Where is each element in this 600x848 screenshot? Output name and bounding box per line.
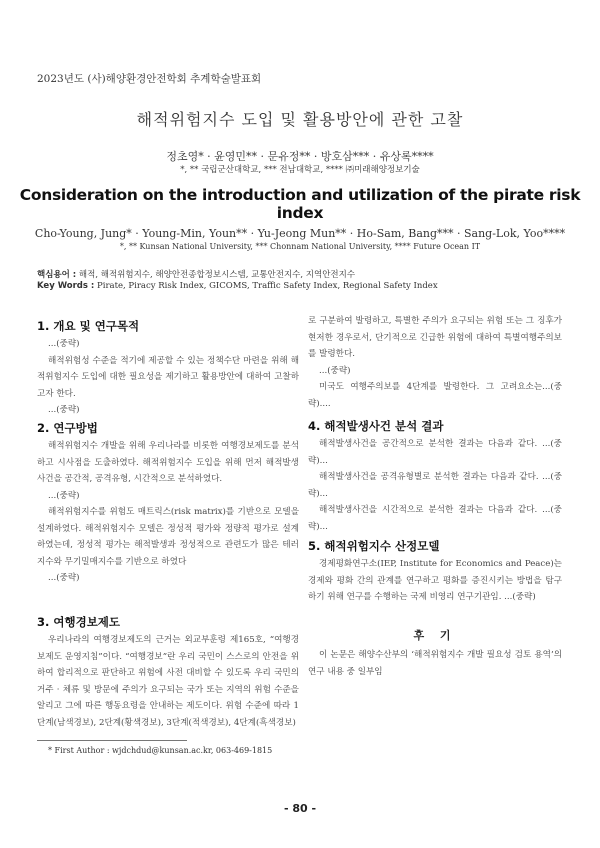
keywords-korean [37, 268, 355, 280]
section-1 [37, 318, 299, 419]
section-2-para: ...(중략) [48, 490, 80, 501]
affiliations-english: *, ** Kunsan National University, *** Chonnam National University, **** Future Ocean IT [119, 242, 481, 251]
section-2-para: ...(중략) [48, 573, 80, 583]
section-4-para: 해적발생사건을 공간적으로 분석한 결과는 다음과 같다. ...(중략)... [308, 439, 562, 466]
page-number: - 80 - [283, 802, 317, 815]
keywords-korean-text: 해적, 해적위험지수, 해양안전종합정보시스템, 교통안전지수, 지역안전지수 [78, 270, 356, 280]
section-5 [308, 538, 562, 606]
conference-header: 2023년도 (사)해양환경안전학회 추계학술발표회 [37, 73, 262, 85]
section-1-para: ...(중략) [48, 339, 80, 349]
keywords-english-text: Pirate, Piracy Risk Index, GICOMS, Traffic Safety Index, Regional Safety Index [97, 281, 438, 291]
section-1-heading: 1. 개요 및 연구목적 [37, 319, 140, 333]
authors-korean: 정초영* · 윤영민** · 문유정** · 방호삼*** · 유상록**** [166, 150, 434, 163]
section-5-para: 경제평화연구소(IEP, Institute for Economics and Peace)는 경제와 평화 간의 관계를 연구하고 평화를 증진시키는 방법을 탐구하기 위해 연구를 수행하는 국제 비영리 연구기관임. ...(중략) [308, 559, 562, 602]
section-4-heading: 4. 해적발생사건 분석 결과 [308, 419, 444, 433]
keywords-korean-label: 핵심용어 : [37, 270, 77, 280]
section-3-para: 우리나라의 여행경보제도의 근거는 외교부훈령 제165호, “여행경보제도 운영지침”이다. “여행경보”란 우리 국민이 스스로의 안전을 위하여 합리적으로 판단하고 위험에 사전 대비할 수 있도록 우리 국민의 거주 · 체류 및 방문에 주의가 요구되는 국가 또는 지역의 위험 수준을 알리고 그에 따른 행동요령을 안내하는 제도이다. 위험 수준에 따라 1단계(남색경보), 2단계(황색경보), 3단계(적색경보), 4단계(흑색경보) [37, 635, 299, 728]
affiliations-korean: *, ** 국립군산대학교, *** 전남대학교, **** ㈜미래해양정보기술 [180, 165, 420, 175]
section-2-para: 해적위험지수 개발을 위해 우리나라를 비롯한 여행경보제도를 분석하고 시사점을 도출하였다. 해적위험지수 도입을 위해 먼저 해적발생사건을 공간적, 공격유형, 시간적으로 분석하였다. [37, 441, 299, 484]
section-3-para: 로 구분하여 발령하고, 특별한 주의가 요구되는 위험 또는 그 징후가 현저한 경우로서, 단기적으로 긴급한 위험에 대하여 특별여행주의보를 발령한다. [308, 316, 562, 359]
section-2-para: 해적위험지수를 위험도 매트릭스(risk matrix)를 기반으로 모델을 설계하였다. 해적위험지수 모델은 정성적 평가와 정량적 평가로 설계하였는데, 정성적 평가는 해적발생과 정성적으로 관련도가 많은 테러지수와 무기밀매지수를 기반으로 하였다 [37, 507, 299, 567]
section-3 [37, 614, 299, 731]
title-english: Consideration on the introduction and utilization of the pirate risk index [19, 186, 581, 222]
footnote-divider [37, 740, 187, 741]
keywords-english [37, 281, 438, 291]
section-3-continued [308, 313, 562, 412]
section-4-para: 해적발생사건을 시간적으로 분석한 결과는 다음과 같다. ...(중략)... [308, 505, 562, 532]
section-4 [308, 418, 562, 535]
section-4-para: 해적발생사건을 공격유형별로 분석한 결과는 다음과 같다. ...(중략)... [308, 472, 562, 499]
section-2 [37, 420, 299, 587]
section-3-heading: 3. 여행경보제도 [37, 615, 121, 629]
acknowledgement [308, 627, 562, 680]
section-1-para: ...(중략) [48, 405, 80, 415]
authors-english: Cho-Young, Jung* · Young-Min, Youn** · Yu-Jeong Mun** · Ho-Sam, Bang*** · Sang-Lok, Yoo**** [34, 227, 566, 240]
keywords-english-label: Key Words : [37, 281, 95, 291]
section-1-para: 해적위험성 수준을 적기에 제공할 수 있는 정책수단 마련을 위해 해적위험지수 도입에 대한 필요성을 제기하고 활용방안에 대하여 고찰하고자 한다. [37, 355, 299, 399]
footnote: * First Author : wjdchdud@kunsan.ac.kr, 063-469-1815 [48, 746, 273, 755]
section-5-heading: 5. 해적위험지수 산정모델 [308, 539, 440, 553]
acknowledgement-heading: 후 기 [413, 629, 457, 642]
section-2-heading: 2. 연구방법 [37, 421, 98, 435]
section-3-para: ...(중략) [319, 365, 351, 376]
section-3-para: 미국도 여행주의보를 4단계를 발령한다. 그 고려요소는...(중략).... [308, 382, 562, 409]
title-korean: 해적위험지수 도입 및 활용방안에 관한 고찰 [136, 110, 464, 129]
acknowledgement-para: 이 논문은 해양수산부의 ‘해적위험지수 개발 필요성 검토 용역’의 연구 내용 중 일부임 [308, 650, 562, 677]
